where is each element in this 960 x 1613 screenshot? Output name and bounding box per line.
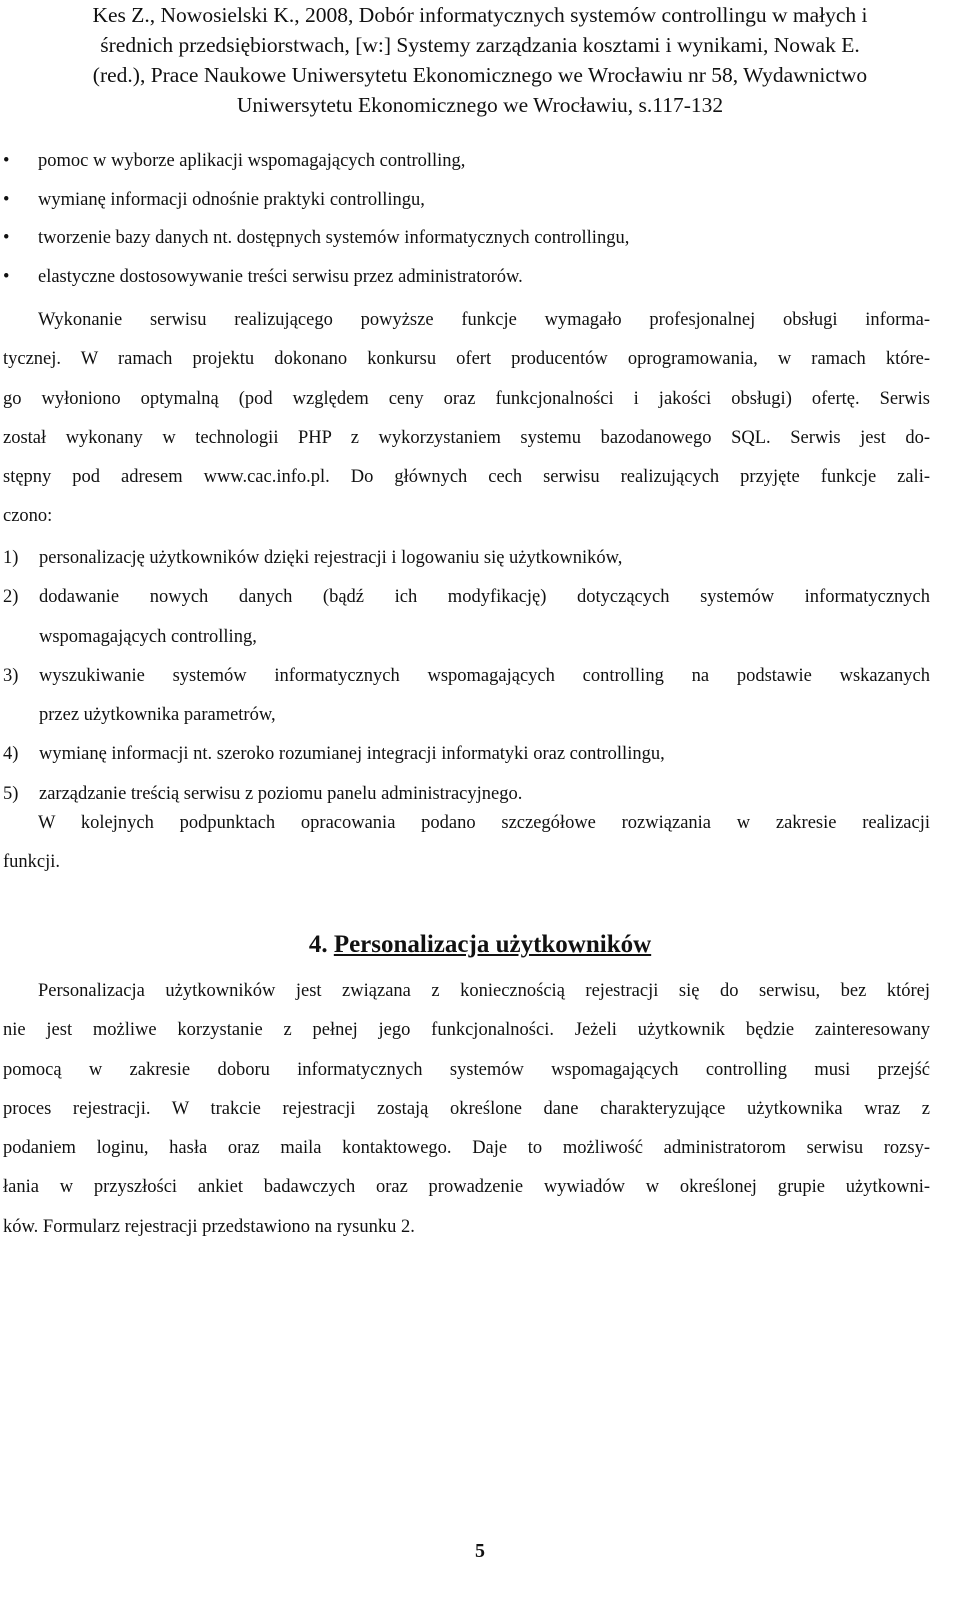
list-item <box>3 580 930 659</box>
citation-line: średnich przedsiębiorstwach, [w:] Systemy zarządzania kosztami i wynikami, Nowak E. <box>100 33 860 57</box>
section-heading <box>0 928 960 962</box>
paragraph-personalization <box>3 974 930 1249</box>
list-item-number: 3) <box>3 665 19 686</box>
list-item-number: 1) <box>3 548 19 568</box>
section-title: Personalizacja użytkowników <box>333 931 652 958</box>
paragraph-line: tycznej. W ramach projektu dokonano konkursu ofert producentów oprogramowania, w ramach które- <box>3 349 930 370</box>
paragraph-line: pomocą w zakresie doboru informatycznych systemów wspomagających controlling musi przejść <box>3 1059 930 1080</box>
list-item-text: wymianę informacji nt. szeroko rozumianej integracji informatyki oraz controllingu, <box>39 744 665 765</box>
list-item-text: personalizację użytkowników dzięki rejestracji i logowaniu się użytkowników, <box>39 548 623 568</box>
bullet-icon: • <box>3 266 10 287</box>
bullet-item <box>0 221 960 260</box>
list-item-text: wyszukiwanie systemów informatycznych wspomagających controlling na podstawie wskazanych <box>39 665 930 686</box>
citation-line: Kes Z., Nowosielski K., 2008, Dobór informatycznych systemów controllingu w małych i <box>92 3 868 27</box>
bullet-text: pomoc w wyborze aplikacji wspomagających controlling, <box>38 151 466 171</box>
bullet-icon: • <box>3 189 10 210</box>
list-item <box>3 659 930 738</box>
paragraph-line: proces rejestracji. W trakcie rejestracji zostają określone dane charakteryzujące użytkownika wraz z <box>3 1098 930 1119</box>
bullet-item <box>0 260 960 299</box>
section-number: 4. <box>308 931 328 958</box>
paragraph-line: funkcji. <box>3 852 61 873</box>
page-number: 5 <box>475 1540 485 1562</box>
paragraph-line: W kolejnych podpunktach opracowania podano szczegółowe rozwiązania w zakresie realizacji <box>38 813 930 833</box>
enumerated-list <box>3 541 930 816</box>
list-item-text: zarządzanie treścią serwisu z poziomu panelu administracyjnego. <box>39 783 523 804</box>
bullet-item <box>0 183 960 222</box>
bullet-text: tworzenie bazy danych nt. dostępnych systemów informatycznych controllingu, <box>38 228 630 248</box>
list-item-number: 5) <box>3 783 19 804</box>
citation-line: Uniwersytetu Ekonomicznego we Wrocławiu, s.117-132 <box>236 93 724 117</box>
list-item-text: przez użytkownika parametrów, <box>39 705 276 726</box>
paragraph-line: stępny pod adresem www.cac.info.pl. Do głównych cech serwisu realizujących przyjęte funkcje zali- <box>3 467 930 488</box>
paragraph-line: został wykonany w technologii PHP z wykorzystaniem systemu bazodanowego SQL. Serwis jest do- <box>3 427 930 448</box>
bullet-icon: • <box>3 228 10 248</box>
list-item-number: 4) <box>3 744 19 765</box>
paragraph-line: łania w przyszłości ankiet badawczych oraz prowadzenie wywiadów w określonej grupie użytkowni- <box>3 1177 930 1198</box>
paragraph-line: podaniem loginu, hasła oraz maila kontaktowego. Daje to możliwość administratorom serwisu rozsy- <box>3 1138 930 1159</box>
list-item-number: 2) <box>3 587 19 608</box>
bullet-item <box>0 144 960 183</box>
list-item <box>3 737 930 776</box>
list-item-text: dodawanie nowych danych (bądź ich modyfikację) dotyczących systemów informatycznych <box>39 587 930 608</box>
bullet-list <box>0 144 960 298</box>
paragraph-line: nie jest możliwe korzystanie z pełnej jego funkcjonalności. Jeżeli użytkownik będzie zainteresowany <box>3 1020 930 1041</box>
paragraph-line: Wykonanie serwisu realizującego powyższe funkcje wymagało profesjonalnej obsługi informa- <box>38 310 930 330</box>
list-item-text: wspomagających controlling, <box>39 626 257 647</box>
paragraph-closing <box>3 806 930 885</box>
paragraph-service-implementation <box>3 303 930 539</box>
paragraph-line: czono: <box>3 506 53 527</box>
bullet-icon: • <box>3 151 10 171</box>
list-item <box>3 541 930 580</box>
citation-line: (red.), Prace Naukowe Uniwersytetu Ekonomicznego we Wrocławiu nr 58, Wydawnictwo <box>92 63 868 87</box>
paragraph-line: ków. Formularz rejestracji przedstawiono na rysunku 2. <box>3 1216 415 1237</box>
citation-header <box>0 0 960 120</box>
paragraph-line: go wyłoniono optymalną (pod względem ceny oraz funkcjonalności i jakości obsługi) ofertę. Serwis <box>3 388 930 409</box>
bullet-text: elastyczne dostosowywanie treści serwisu przez administratorów. <box>38 266 523 287</box>
paragraph-line: Personalizacja użytkowników jest związana z koniecznością rejestracji się do serwisu, bez której <box>38 981 930 1001</box>
bullet-text: wymianę informacji odnośnie praktyki controllingu, <box>38 189 425 210</box>
